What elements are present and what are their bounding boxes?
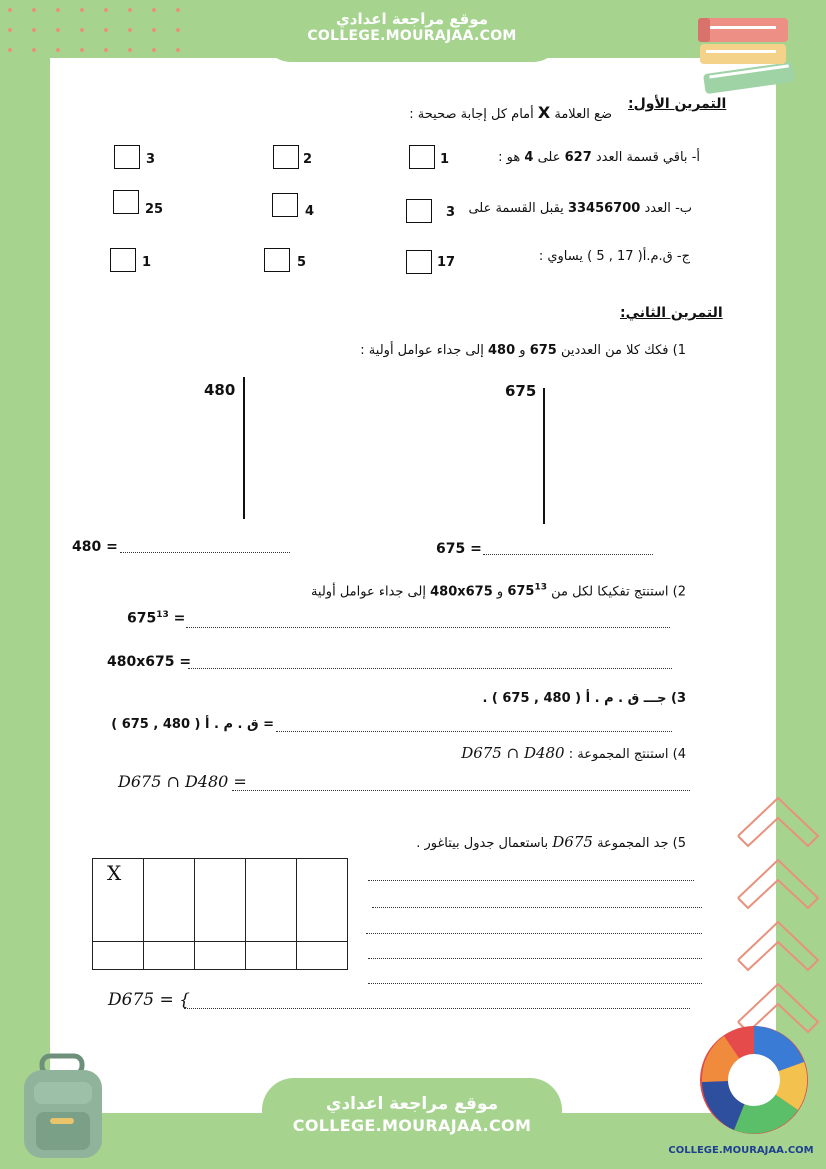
q1-n1: 675 — [529, 343, 557, 358]
eq-480-label: 480 = — [72, 539, 118, 555]
q2-power-base: 675 — [507, 584, 535, 600]
q5-answer-line-3[interactable] — [366, 933, 702, 934]
eq-q5-answer-line[interactable] — [184, 1008, 690, 1009]
q2-number: 2) — [672, 584, 686, 600]
checkbox-c-1[interactable] — [406, 250, 432, 274]
choice-a-1: 1 — [440, 152, 450, 167]
ex2-question-4 — [455, 744, 686, 762]
eq-675-label: 675 = — [436, 541, 482, 557]
checkbox-a-1[interactable] — [409, 145, 435, 169]
eq-q3-answer-line[interactable] — [276, 731, 672, 732]
q2-product: 480x675 — [430, 584, 493, 600]
q5-set: D675 — [552, 833, 593, 851]
question-a-divisor: 4 — [524, 150, 534, 165]
eq-480-answer-line[interactable] — [120, 552, 290, 553]
ex1-title: التمرين الأول: — [628, 96, 727, 112]
question-a-mid: على — [537, 150, 561, 165]
question-a-number: 627 — [564, 150, 592, 165]
question-a-text: باقي قسمة العدد — [595, 150, 688, 165]
q2-and: و — [496, 584, 504, 600]
decomp-675-label: 675 — [505, 382, 537, 400]
q3-text: جـــ ق . م . أ ( 480 , 675 ) . — [482, 691, 667, 706]
q1-text-post: إلى جداء عوامل أولية : — [360, 343, 484, 358]
table-cell[interactable] — [93, 942, 144, 970]
table-cell[interactable] — [144, 942, 195, 970]
checkbox-c-2[interactable] — [264, 248, 290, 272]
q2-power-exp: 13 — [534, 583, 548, 593]
site-logo-icon — [694, 1022, 814, 1142]
checkbox-a-3[interactable] — [114, 145, 140, 169]
q3-number: 3) — [671, 691, 686, 706]
decomp-675-line — [543, 388, 545, 524]
choice-c-1: 17 — [437, 255, 456, 270]
table-cell[interactable] — [246, 859, 297, 942]
table-corner-mark: X — [107, 861, 122, 885]
header-site-en: COLLEGE.MOURAJAA.COM — [307, 28, 517, 44]
checkbox-c-3[interactable] — [110, 248, 136, 272]
eq-product-label: 480x675 = — [107, 654, 192, 670]
decomp-480-label: 480 — [204, 381, 236, 399]
decorative-dots — [8, 8, 198, 56]
eq-power-answer-line[interactable] — [186, 627, 670, 628]
q5-answer-line-1[interactable] — [368, 880, 694, 881]
table-cell[interactable] — [93, 859, 144, 942]
chevrons-decoration — [730, 790, 820, 1050]
footer-site-en: COLLEGE.MOURAJAA.COM — [292, 1116, 532, 1135]
q2-text-pre: استنتج تفكيكا لكل من — [551, 584, 669, 600]
q1-text-pre: فكك كلا من العددين — [560, 343, 669, 358]
header-banner — [262, 4, 562, 62]
choice-b-2: 4 — [305, 204, 315, 219]
table-cell[interactable] — [246, 942, 297, 970]
table-cell[interactable] — [144, 859, 195, 942]
eq-675-answer-line[interactable] — [483, 554, 653, 555]
choice-a-2: 2 — [303, 152, 313, 167]
q5-answer-line-5[interactable] — [368, 983, 702, 984]
question-c-text: ق.م.أ( 17 , 5 ) يساوي : — [538, 249, 673, 264]
q5-answer-line-4[interactable] — [368, 958, 702, 959]
q4-set: D675 ∩ D480 — [461, 744, 565, 762]
question-b-text: العدد — [644, 201, 671, 216]
eq-power-base: 675 — [127, 610, 157, 627]
q4-text: استنتج المجموعة : — [568, 747, 669, 762]
choice-c-2: 5 — [297, 255, 307, 270]
q1-number: 1) — [672, 343, 686, 358]
pythagoras-table — [92, 858, 348, 970]
ex2-question-1 — [316, 343, 686, 358]
ex1-question-a — [478, 150, 700, 165]
table-cell[interactable] — [297, 859, 348, 942]
question-b-prefix: ب- — [675, 201, 692, 216]
backpack-icon — [14, 1052, 114, 1162]
table-cell[interactable] — [195, 942, 246, 970]
question-c-prefix: ج- — [676, 249, 690, 264]
ex1-question-b — [470, 201, 692, 216]
q5-number: 5) — [672, 836, 686, 851]
eq-q4-label: D675 ∩ D480 = — [118, 772, 247, 791]
eq-q3-label: = ق . م . أ ( 480 , 675 ) — [111, 717, 274, 732]
books-icon — [690, 10, 802, 96]
choice-c-3: 1 — [142, 255, 152, 270]
q2-text-post: إلى جداء عوامل أولية — [310, 584, 426, 600]
q1-n2: 480 — [487, 343, 516, 358]
ex1-instruction — [398, 103, 612, 122]
checkbox-b-3[interactable] — [113, 190, 139, 214]
eq-q5-label: D675 = { — [108, 990, 190, 1010]
checkbox-a-2[interactable] — [273, 145, 299, 169]
footer-site-ar: موقع مراجعة اعدادي — [325, 1094, 499, 1114]
eq-q4-answer-line[interactable] — [232, 790, 690, 791]
header-site-ar: موقع مراجعة اعدادي — [336, 10, 488, 28]
footer-banner — [262, 1078, 562, 1158]
table-cell[interactable] — [195, 859, 246, 942]
ex2-question-2 — [268, 583, 686, 599]
eq-product-answer-line[interactable] — [188, 668, 672, 669]
question-a-end: هو : — [498, 150, 521, 165]
choice-a-3: 3 — [146, 152, 156, 167]
question-b-number: 33456700 — [567, 201, 641, 216]
eq-power-label — [127, 610, 185, 627]
ex2-question-3 — [450, 691, 686, 706]
ex2-question-5 — [416, 833, 686, 851]
checkbox-b-1[interactable] — [406, 199, 432, 223]
footer-logo-text: COLLEGE.MOURAJAA.COM — [668, 1145, 814, 1156]
choice-b-1: 3 — [446, 205, 456, 220]
checkbox-b-2[interactable] — [272, 193, 298, 217]
ex2-title: التمرين الثاني: — [620, 305, 723, 321]
ex1-instruction-mark: X — [537, 103, 551, 122]
frame-left — [0, 0, 50, 1169]
q1-and: و — [519, 343, 526, 358]
ex1-instruction-pre: ضع العلامة — [554, 107, 612, 122]
decomp-480-line — [243, 377, 245, 519]
eq-power-sign: = — [173, 610, 186, 627]
question-a-prefix: أ- — [691, 150, 700, 165]
q2-power — [507, 584, 547, 599]
ex1-instruction-post: أمام كل إجابة صحيحة : — [409, 107, 534, 122]
choice-b-3: 25 — [145, 202, 164, 217]
q5-text-post: باستعمال جدول بيتاغور . — [416, 836, 549, 851]
question-b-end: يقبل القسمة على — [468, 201, 564, 216]
table-cell[interactable] — [297, 942, 348, 970]
q5-answer-line-2[interactable] — [372, 907, 702, 908]
q4-number: 4) — [672, 747, 686, 762]
eq-power-exp: 13 — [156, 610, 169, 620]
q5-text-pre: جد المجموعة — [597, 836, 669, 851]
ex1-question-c — [500, 249, 690, 264]
